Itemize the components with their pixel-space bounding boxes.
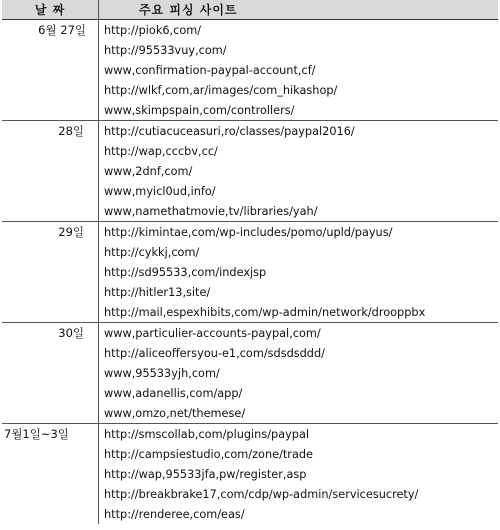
site-url: http://campsiestudio,com/zone/trade <box>104 447 313 461</box>
site-url: http://cutiacuceasuri,ro/classes/paypal2016/ <box>99 121 499 142</box>
site-url: http://hitler13,site/ <box>104 285 211 299</box>
site-url: www,2dnf,com/ <box>104 164 193 178</box>
date-cell: 6월 27일 <box>2 20 99 121</box>
site-url: www,95533yjh,com/ <box>104 366 220 380</box>
site-url: http://95533vuy,com/ <box>104 43 227 57</box>
site-url: http://kimintae,com/wp-includes/pomo/upld/payus/ <box>99 222 499 243</box>
table-body <box>2 20 498 525</box>
site-url: www,particulier-accounts-paypal,com/ <box>99 323 499 344</box>
site-url: http://sd95533,com/indexjsp <box>104 265 267 279</box>
date-cell: 28일 <box>2 121 99 222</box>
table-row <box>2 323 498 344</box>
site-url: http://wap,cccbv,cc/ <box>104 144 218 158</box>
phishing-sites-table <box>2 0 498 524</box>
site-url: http://wlkf,com,ar/images/com_hikashop/ <box>104 83 338 97</box>
site-url: http://aliceoffersyou-e1,com/sdsdsddd/ <box>104 346 325 360</box>
header-row <box>2 0 498 20</box>
site-url: www,myicl0ud,info/ <box>104 184 216 198</box>
table-row <box>2 222 498 243</box>
site-url: http://mail,espexhibits,com/wp-admin/network/drooppbx <box>104 305 426 319</box>
site-url: www,omzo,net/themese/ <box>104 406 246 420</box>
site-url: www,confirmation-paypal-account,cf/ <box>104 63 316 77</box>
site-url: http://smscollab,com/plugins/paypal <box>99 424 499 445</box>
table-header <box>2 0 498 20</box>
table-row <box>2 121 498 142</box>
header-date: 날 짜 <box>2 0 99 20</box>
date-cell: 29일 <box>2 222 99 323</box>
table-row <box>2 20 498 41</box>
site-url: http://breakbrake17,com/cdp/wp-admin/servicesucrety/ <box>104 487 419 501</box>
header-site: 주요 피싱 사이트 <box>99 0 499 20</box>
table-row <box>2 424 498 445</box>
site-url: www,namethatmovie,tv/libraries/yah/ <box>104 204 318 218</box>
site-url: www,adanellis,com/app/ <box>104 386 243 400</box>
site-url: http://piok6,com/ <box>104 23 202 37</box>
date-cell: 30일 <box>2 323 99 424</box>
site-url: www,skimpspain,com/controllers/ <box>104 103 295 117</box>
site-url: http://wap,95533jfa,pw/register,asp <box>104 467 307 481</box>
site-url: http://cykkj,com/ <box>104 245 200 259</box>
date-cell: 7월1일~3일 <box>2 424 99 525</box>
site-url: http://renderee,com/eas/ <box>104 507 245 521</box>
